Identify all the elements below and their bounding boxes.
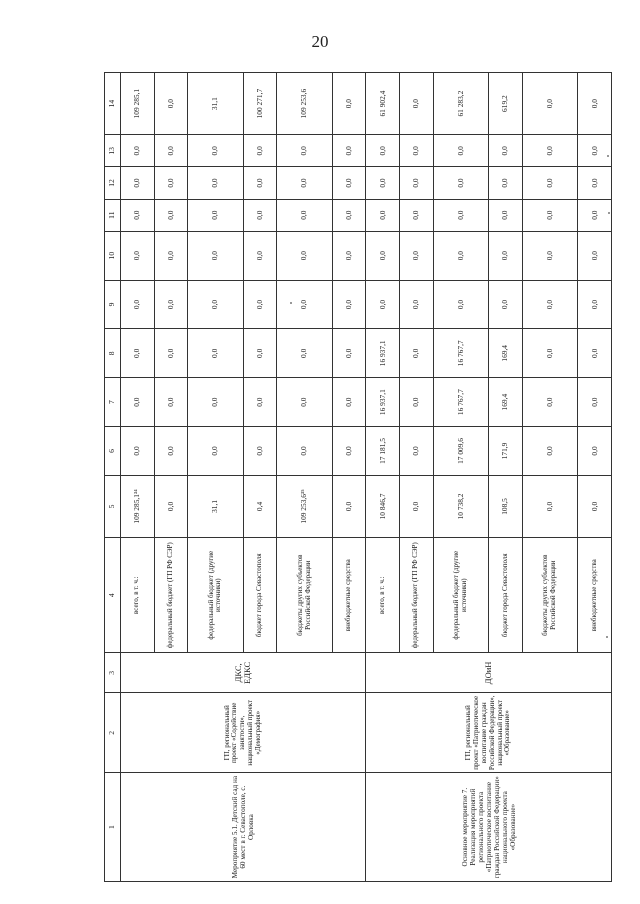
- col-header: 12: [105, 167, 121, 199]
- value-cell: 0,0: [243, 135, 277, 167]
- value-cell: 0,0: [578, 199, 612, 231]
- rotated-table-container: [104, 72, 612, 882]
- value-cell: 0,0: [154, 475, 188, 537]
- value-cell: 0,0: [332, 73, 366, 135]
- value-cell: 0,0: [154, 199, 188, 231]
- col-header: 2: [105, 693, 121, 773]
- value-cell: 0,0: [489, 280, 523, 329]
- col-header: 6: [105, 427, 121, 476]
- funding-source-cell: бюджеты других субъектов Российской Федерации: [277, 538, 333, 653]
- value-cell: 0,0: [154, 135, 188, 167]
- value-cell: 0,0: [366, 167, 400, 199]
- value-cell: 0,0: [332, 280, 366, 329]
- executor-cell: ДОиН: [366, 653, 612, 693]
- value-cell: 100 271,7: [243, 73, 277, 135]
- value-cell: 0,0: [188, 329, 244, 378]
- value-cell: 0,0: [154, 73, 188, 135]
- value-cell: 0,0: [400, 167, 434, 199]
- value-cell: 0,0: [154, 280, 188, 329]
- value-cell: 0,0: [433, 135, 489, 167]
- value-cell: 0,0: [433, 167, 489, 199]
- value-cell: 0,0: [121, 329, 155, 378]
- value-cell: 0,0: [489, 231, 523, 280]
- value-cell: 0,0: [332, 427, 366, 476]
- value-cell: 0,0: [489, 199, 523, 231]
- value-cell: 0,0: [578, 167, 612, 199]
- value-cell: 0,0: [277, 135, 333, 167]
- funding-source-cell: федеральный бюджет (другие источники): [433, 538, 489, 653]
- value-cell: 0,0: [433, 199, 489, 231]
- col-header: 11: [105, 199, 121, 231]
- funding-source-cell: внебюджетные средства: [578, 538, 612, 653]
- funding-source-cell: внебюджетные средства: [332, 538, 366, 653]
- value-cell: 0,0: [188, 199, 244, 231]
- value-cell: 0,0: [121, 378, 155, 427]
- value-cell: 0,0: [188, 231, 244, 280]
- scan-speck: [290, 302, 292, 304]
- value-cell: 108,5: [489, 475, 523, 537]
- value-cell: 0,0: [522, 135, 578, 167]
- col-header: 13: [105, 135, 121, 167]
- value-cell: 16 767,7: [433, 329, 489, 378]
- value-cell: 0,0: [400, 378, 434, 427]
- value-cell: 169,4: [489, 329, 523, 378]
- value-cell: 0,0: [400, 135, 434, 167]
- value-cell: 0,0: [578, 280, 612, 329]
- value-cell: 109 285,1: [121, 73, 155, 135]
- value-cell: 0,0: [433, 231, 489, 280]
- col-header: 8: [105, 329, 121, 378]
- col-header: 10: [105, 231, 121, 280]
- value-cell: 0,0: [188, 135, 244, 167]
- page-number: 20: [311, 32, 329, 51]
- value-cell: 0,0: [578, 135, 612, 167]
- value-cell: 0,0: [522, 475, 578, 537]
- value-cell: 0,0: [121, 135, 155, 167]
- value-cell: 0,0: [522, 280, 578, 329]
- project-cell: ГП, региональный проект «Содействие занятости», национальный проект «Демография»: [121, 693, 366, 773]
- event-name-cell: Мероприятие 5.1. Детский сад на 60 мест в г. Севастополе, с. Орловка: [121, 773, 366, 882]
- value-cell: 0,0: [243, 329, 277, 378]
- value-cell: 0,0: [578, 231, 612, 280]
- value-cell: 0,0: [522, 199, 578, 231]
- col-header: 14: [105, 73, 121, 135]
- value-cell: 0,0: [522, 427, 578, 476]
- value-cell: 0,0: [243, 167, 277, 199]
- value-cell: 61 283,2: [433, 73, 489, 135]
- value-cell: 10 738,2: [433, 475, 489, 537]
- value-cell: 0,0: [277, 167, 333, 199]
- col-header: 7: [105, 378, 121, 427]
- value-cell: 0,0: [400, 329, 434, 378]
- scan-speck: [608, 212, 610, 214]
- value-cell: 0,0: [578, 329, 612, 378]
- value-cell: 0,0: [332, 475, 366, 537]
- value-cell: 0,0: [332, 199, 366, 231]
- value-cell: 0,0: [400, 475, 434, 537]
- col-header: 9: [105, 280, 121, 329]
- value-cell: 0,0: [332, 231, 366, 280]
- value-cell: 0,0: [277, 378, 333, 427]
- value-cell: 0,0: [433, 280, 489, 329]
- value-cell: 0,0: [578, 378, 612, 427]
- project-cell: ГП, региональный проект «Патриотическое воспитание граждан Российской Федерации», национальный проект «Образование»: [366, 693, 612, 773]
- value-cell: 0,0: [121, 167, 155, 199]
- value-cell: 0,0: [121, 199, 155, 231]
- funding-source-cell: бюджет города Севастополя: [489, 538, 523, 653]
- value-cell: 0,0: [522, 73, 578, 135]
- value-cell: 0,0: [400, 73, 434, 135]
- value-cell: 0,0: [277, 280, 333, 329]
- value-cell: 0,0: [243, 378, 277, 427]
- value-cell: 17 181,5: [366, 427, 400, 476]
- value-cell: 0,0: [522, 167, 578, 199]
- value-cell: 0,0: [188, 280, 244, 329]
- value-cell: 0,0: [243, 427, 277, 476]
- value-cell: 0,0: [277, 199, 333, 231]
- value-cell: 0,0: [578, 427, 612, 476]
- value-cell: 0,0: [489, 167, 523, 199]
- funding-source-cell: федеральный бюджет (ГП РФ СЭР): [154, 538, 188, 653]
- value-cell: 0,0: [366, 231, 400, 280]
- value-cell: 0,0: [366, 135, 400, 167]
- value-cell: 109 285,1³⁴: [121, 475, 155, 537]
- value-cell: 0,4: [243, 475, 277, 537]
- value-cell: 31,1: [188, 73, 244, 135]
- col-header: 3: [105, 653, 121, 693]
- value-cell: 0,0: [400, 280, 434, 329]
- value-cell: 0,0: [522, 329, 578, 378]
- value-cell: 109 253,6³⁵: [277, 475, 333, 537]
- col-header: 1: [105, 773, 121, 882]
- value-cell: 0,0: [121, 231, 155, 280]
- value-cell: 0,0: [188, 167, 244, 199]
- value-cell: 0,0: [277, 427, 333, 476]
- value-cell: 16 937,1: [366, 378, 400, 427]
- value-cell: 0,0: [154, 167, 188, 199]
- funding-source-cell: всего, в т. ч.:: [366, 538, 400, 653]
- value-cell: 0,0: [400, 199, 434, 231]
- header-row: [105, 73, 121, 882]
- funding-source-cell: федеральный бюджет (другие источники): [188, 538, 244, 653]
- table-body: [121, 73, 612, 882]
- value-cell: 0,0: [154, 231, 188, 280]
- value-cell: 31,1: [188, 475, 244, 537]
- value-cell: 17 009,6: [433, 427, 489, 476]
- value-cell: 0,0: [489, 135, 523, 167]
- value-cell: 0,0: [243, 231, 277, 280]
- table-row: [121, 73, 155, 882]
- value-cell: 0,0: [188, 378, 244, 427]
- value-cell: 10 846,7: [366, 475, 400, 537]
- value-cell: 0,0: [400, 427, 434, 476]
- value-cell: 0,0: [154, 378, 188, 427]
- value-cell: 0,0: [332, 378, 366, 427]
- value-cell: 0,0: [522, 378, 578, 427]
- value-cell: 0,0: [332, 167, 366, 199]
- value-cell: 619,2: [489, 73, 523, 135]
- value-cell: 0,0: [121, 427, 155, 476]
- value-cell: 0,0: [332, 135, 366, 167]
- value-cell: 0,0: [332, 329, 366, 378]
- value-cell: 0,0: [522, 231, 578, 280]
- col-header: 5: [105, 475, 121, 537]
- funding-source-cell: всего, в т. ч.:: [121, 538, 155, 653]
- value-cell: 0,0: [366, 199, 400, 231]
- value-cell: 169,4: [489, 378, 523, 427]
- value-cell: 171,9: [489, 427, 523, 476]
- value-cell: 0,0: [578, 475, 612, 537]
- executor-cell: ДКС, ЕДКС: [121, 653, 366, 693]
- budget-table: [104, 72, 612, 882]
- value-cell: 0,0: [578, 73, 612, 135]
- scan-speck: [607, 155, 609, 157]
- value-cell: 0,0: [277, 329, 333, 378]
- value-cell: 0,0: [243, 280, 277, 329]
- value-cell: 0,0: [121, 280, 155, 329]
- scan-speck: [606, 636, 608, 638]
- value-cell: 109 253,6: [277, 73, 333, 135]
- funding-source-cell: бюджеты других субъектов Российской Федерации: [522, 538, 578, 653]
- value-cell: 0,0: [188, 427, 244, 476]
- value-cell: 0,0: [154, 427, 188, 476]
- value-cell: 61 902,4: [366, 73, 400, 135]
- value-cell: 0,0: [154, 329, 188, 378]
- col-header: 4: [105, 538, 121, 653]
- value-cell: 0,0: [243, 199, 277, 231]
- value-cell: 0,0: [366, 280, 400, 329]
- funding-source-cell: федеральный бюджет (ГП РФ СЭР): [400, 538, 434, 653]
- value-cell: 16 937,1: [366, 329, 400, 378]
- funding-source-cell: бюджет города Севастополя: [243, 538, 277, 653]
- rotated-table-frame: [104, 72, 612, 882]
- value-cell: 0,0: [400, 231, 434, 280]
- table-row: [366, 73, 400, 882]
- event-name-cell: Основное мероприятие 7. Реализация мероприятий регионального проекта «Патриотическое воспитание граждан Российской Федерации» национального проекта «Образование»: [366, 773, 612, 882]
- value-cell: 0,0: [277, 231, 333, 280]
- value-cell: 16 767,7: [433, 378, 489, 427]
